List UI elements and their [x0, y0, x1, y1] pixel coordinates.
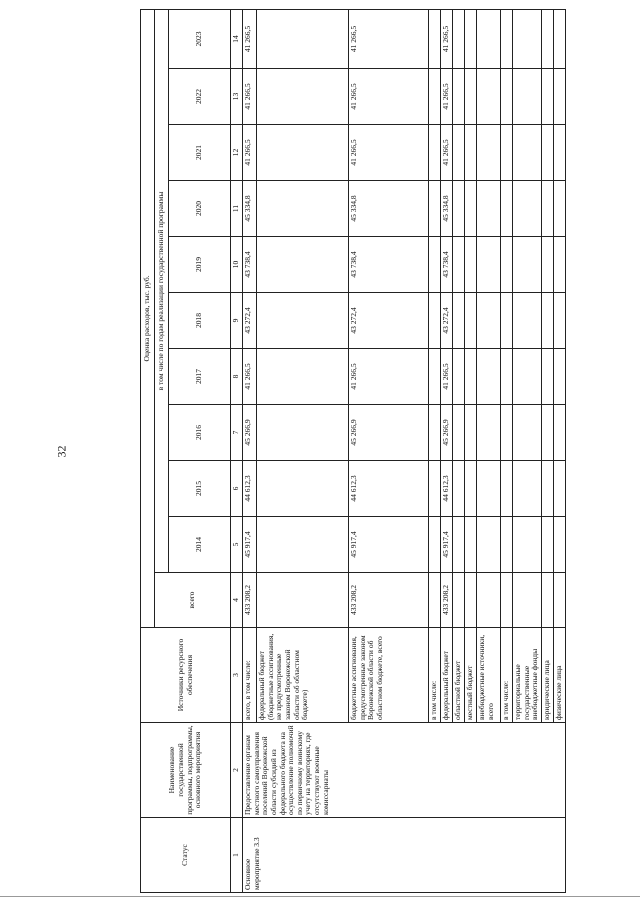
year-value-cell: [477, 293, 501, 349]
year-value-cell: [541, 349, 553, 405]
header-sources: Источники ресурсного обеспечения: [141, 628, 231, 723]
year-value-cell: [513, 181, 542, 237]
source-cell: федеральный бюджет (бюджетные ассигнования, не предусмотренные законом Воронежской области об областном бюджете): [257, 628, 349, 723]
year-value-cell: [465, 181, 477, 237]
year-value-cell: [501, 517, 513, 573]
year-value-cell: [553, 349, 565, 405]
year-value-cell: [453, 349, 465, 405]
year-value-cell: [257, 69, 349, 125]
year-value-cell: 41 266,5: [349, 349, 429, 405]
year-value-cell: 41 266,5: [349, 125, 429, 181]
column-number: 4: [231, 573, 243, 628]
year-value-cell: [429, 125, 441, 181]
header-year: 2014: [169, 517, 231, 573]
source-cell: внебюджетные источники, всего: [477, 628, 501, 723]
year-value-cell: [541, 405, 553, 461]
year-value-cell: 45 266,9: [441, 405, 453, 461]
year-value-cell: [429, 9, 441, 68]
source-cell: территориальные государственные внебюджетные фонды: [513, 628, 542, 723]
year-value-cell: [553, 461, 565, 517]
year-value-cell: [501, 69, 513, 125]
year-value-cell: 45 334,8: [441, 181, 453, 237]
year-value-cell: [501, 237, 513, 293]
source-cell: юридические лица: [541, 628, 553, 723]
year-value-cell: [465, 9, 477, 68]
year-value-cell: [465, 405, 477, 461]
column-number: 12: [231, 125, 243, 181]
year-value-cell: [541, 9, 553, 68]
year-value-cell: 41 266,5: [243, 349, 257, 405]
year-value-cell: [513, 69, 542, 125]
year-value-cell: [453, 405, 465, 461]
year-value-cell: 41 266,5: [243, 69, 257, 125]
total-cell: [257, 573, 349, 628]
year-value-cell: 43 272,4: [349, 293, 429, 349]
column-number: 14: [231, 9, 243, 68]
year-value-cell: [477, 405, 501, 461]
year-value-cell: [501, 181, 513, 237]
rotated-table-sheet: [140, 10, 574, 893]
year-value-cell: [513, 461, 542, 517]
year-value-cell: [429, 517, 441, 573]
year-value-cell: [453, 461, 465, 517]
status-cell: Основное мероприятие 3.3: [243, 818, 566, 893]
year-value-cell: [513, 517, 542, 573]
year-value-cell: [501, 9, 513, 68]
year-value-cell: [541, 181, 553, 237]
total-cell: 433 208,2: [349, 573, 429, 628]
total-cell: 433 208,2: [243, 573, 257, 628]
column-number: 3: [231, 628, 243, 723]
source-cell: в том числе:: [429, 628, 441, 723]
year-value-cell: [553, 293, 565, 349]
year-value-cell: 41 266,5: [441, 125, 453, 181]
year-value-cell: [477, 181, 501, 237]
year-value-cell: [553, 181, 565, 237]
total-cell: [429, 573, 441, 628]
header-name: Наименование государственной программы, подпрограммы, основного мероприятия: [141, 723, 231, 818]
total-cell: [453, 573, 465, 628]
header-by-years: в том числе по годам реализации государственной программы: [155, 9, 169, 572]
header-year: 2020: [169, 181, 231, 237]
year-value-cell: [501, 349, 513, 405]
expenditure-table: [140, 9, 566, 893]
year-value-cell: [477, 125, 501, 181]
year-value-cell: [257, 293, 349, 349]
header-year: 2023: [169, 9, 231, 68]
year-value-cell: 45 917,4: [243, 517, 257, 573]
year-value-cell: [465, 461, 477, 517]
total-cell: [477, 573, 501, 628]
year-value-cell: [553, 237, 565, 293]
measure-name-cell: Предоставление органам местного самоуправления поселений Воронежской области субсидий из федерального бюджета на осуществление полномочий по первичному воинскому учету на территориях, где отсутствуют военные комиссариаты: [243, 723, 566, 818]
year-value-cell: [501, 293, 513, 349]
year-value-cell: 41 266,5: [441, 69, 453, 125]
column-number: 1: [231, 818, 243, 893]
year-value-cell: 41 266,5: [243, 125, 257, 181]
page-number: 32: [54, 445, 69, 458]
year-value-cell: [429, 461, 441, 517]
year-value-cell: [429, 181, 441, 237]
header-total: всего: [155, 573, 231, 628]
year-value-cell: 44 612,3: [349, 461, 429, 517]
year-value-cell: 41 266,5: [441, 349, 453, 405]
header-year: 2021: [169, 125, 231, 181]
source-cell: физические лица: [553, 628, 565, 723]
total-cell: [513, 573, 542, 628]
source-cell: всего, в том числе:: [243, 628, 257, 723]
year-value-cell: 41 266,5: [349, 9, 429, 68]
year-value-cell: 41 266,5: [243, 9, 257, 68]
year-value-cell: [257, 405, 349, 461]
year-value-cell: [453, 517, 465, 573]
header-year: 2018: [169, 293, 231, 349]
year-value-cell: [257, 461, 349, 517]
year-value-cell: 43 738,4: [441, 237, 453, 293]
year-value-cell: [541, 461, 553, 517]
year-value-cell: [429, 405, 441, 461]
year-value-cell: [453, 237, 465, 293]
year-value-cell: [501, 125, 513, 181]
year-value-cell: [257, 349, 349, 405]
year-value-cell: [465, 237, 477, 293]
year-value-cell: [513, 125, 542, 181]
year-value-cell: 45 266,9: [243, 405, 257, 461]
year-value-cell: [553, 405, 565, 461]
total-cell: [541, 573, 553, 628]
year-value-cell: 45 917,4: [349, 517, 429, 573]
year-value-cell: [513, 9, 542, 68]
header-year: 2015: [169, 461, 231, 517]
year-value-cell: [465, 125, 477, 181]
year-value-cell: 45 334,8: [243, 181, 257, 237]
year-value-cell: [453, 181, 465, 237]
page-bottom-rule: [0, 896, 640, 897]
year-value-cell: [541, 293, 553, 349]
year-value-cell: [541, 69, 553, 125]
header-status: Статус: [141, 818, 231, 893]
source-cell: в том числе:: [501, 628, 513, 723]
year-value-cell: [553, 9, 565, 68]
year-value-cell: [465, 69, 477, 125]
source-cell: федеральный бюджет: [441, 628, 453, 723]
year-value-cell: 44 612,3: [243, 461, 257, 517]
year-value-cell: 43 272,4: [243, 293, 257, 349]
year-value-cell: [553, 517, 565, 573]
year-value-cell: 43 738,4: [243, 237, 257, 293]
year-value-cell: 41 266,5: [349, 69, 429, 125]
year-value-cell: [513, 237, 542, 293]
year-value-cell: [453, 293, 465, 349]
year-value-cell: [465, 293, 477, 349]
column-number: 6: [231, 461, 243, 517]
total-cell: [553, 573, 565, 628]
header-year: 2016: [169, 405, 231, 461]
year-value-cell: [541, 237, 553, 293]
total-cell: [465, 573, 477, 628]
year-value-cell: [257, 517, 349, 573]
year-value-cell: [477, 9, 501, 68]
column-number: 10: [231, 237, 243, 293]
column-number: 2: [231, 723, 243, 818]
year-value-cell: 43 738,4: [349, 237, 429, 293]
total-cell: [501, 573, 513, 628]
column-number: 7: [231, 405, 243, 461]
header-year: 2017: [169, 349, 231, 405]
source-cell: областной бюджет: [453, 628, 465, 723]
year-value-cell: 45 917,4: [441, 517, 453, 573]
year-value-cell: 41 266,5: [441, 9, 453, 68]
source-cell: местный бюджет: [465, 628, 477, 723]
year-value-cell: [477, 517, 501, 573]
year-value-cell: [453, 9, 465, 68]
year-value-cell: [429, 293, 441, 349]
year-value-cell: 45 334,8: [349, 181, 429, 237]
year-value-cell: [477, 349, 501, 405]
header-year: 2019: [169, 237, 231, 293]
year-value-cell: 44 612,3: [441, 461, 453, 517]
year-value-cell: 45 266,9: [349, 405, 429, 461]
year-value-cell: [429, 69, 441, 125]
year-value-cell: [257, 9, 349, 68]
year-value-cell: [429, 349, 441, 405]
year-value-cell: [553, 69, 565, 125]
header-estimate: Оценка расходов, тыс. руб.: [141, 9, 155, 627]
column-number: 11: [231, 181, 243, 237]
year-value-cell: 43 272,4: [441, 293, 453, 349]
year-value-cell: [513, 293, 542, 349]
year-value-cell: [513, 349, 542, 405]
column-number: 5: [231, 517, 243, 573]
year-value-cell: [477, 237, 501, 293]
year-value-cell: [429, 237, 441, 293]
column-number: 9: [231, 293, 243, 349]
year-value-cell: [257, 237, 349, 293]
year-value-cell: [513, 405, 542, 461]
year-value-cell: [465, 517, 477, 573]
column-number: 8: [231, 349, 243, 405]
source-cell: бюджетные ассигнования, предусмотренные законом Воронежской области об областном бюджете, всего: [349, 628, 429, 723]
table-row: [243, 9, 257, 892]
year-value-cell: [257, 125, 349, 181]
year-value-cell: [553, 125, 565, 181]
year-value-cell: [501, 461, 513, 517]
year-value-cell: [453, 125, 465, 181]
year-value-cell: [541, 125, 553, 181]
year-value-cell: [465, 349, 477, 405]
year-value-cell: [257, 181, 349, 237]
year-value-cell: [477, 461, 501, 517]
column-number: 13: [231, 69, 243, 125]
year-value-cell: [501, 405, 513, 461]
year-value-cell: [477, 69, 501, 125]
year-value-cell: [541, 517, 553, 573]
header-year: 2022: [169, 69, 231, 125]
year-value-cell: [453, 69, 465, 125]
total-cell: 433 208,2: [441, 573, 453, 628]
